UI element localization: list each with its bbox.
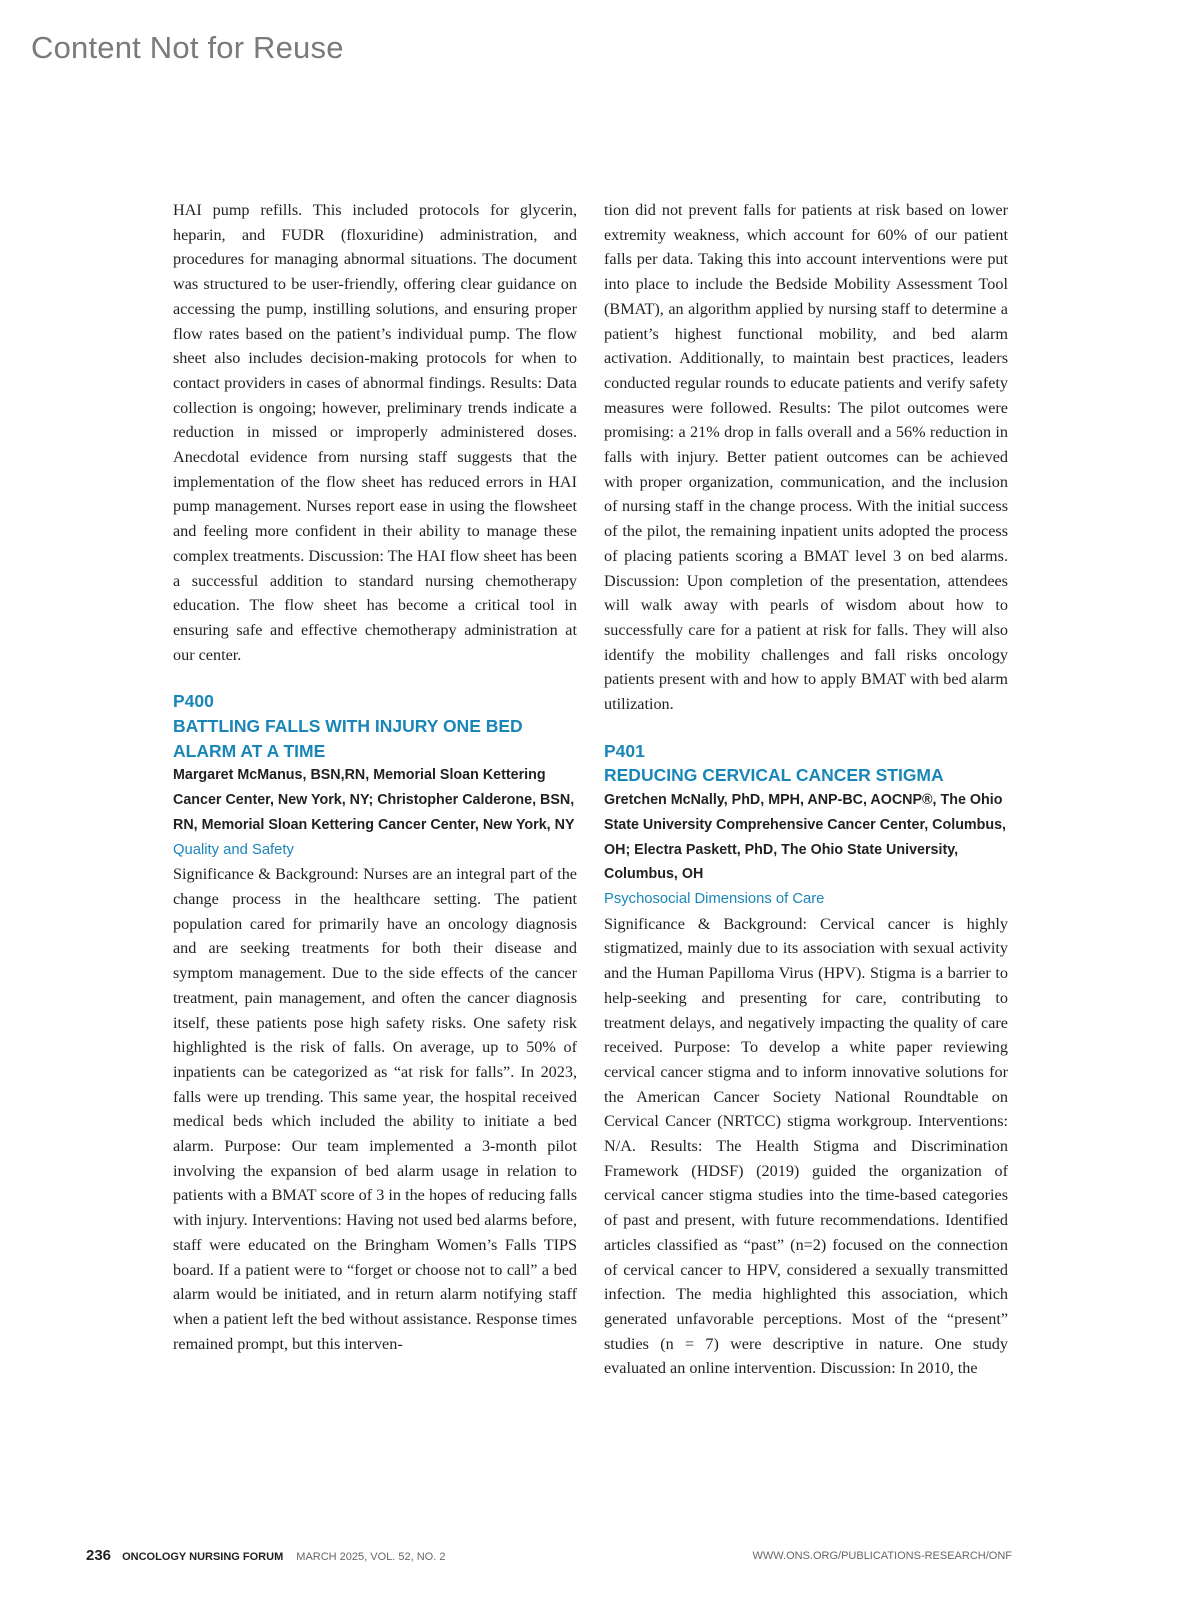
journal-name: ONCOLOGY NURSING FORUM bbox=[122, 1551, 284, 1563]
watermark: Content Not for Reuse bbox=[31, 30, 344, 65]
left-column bbox=[173, 198, 577, 1356]
page-footer bbox=[86, 1547, 1012, 1567]
issue-info: MARCH 2025, VOL. 52, NO. 2 bbox=[296, 1551, 446, 1563]
abstract-title-p400: BATTLING FALLS WITH INJURY ONE BED ALARM AT A TIME bbox=[173, 716, 523, 761]
section-spacer bbox=[173, 667, 577, 689]
abstract-body-p400-continued: tion did not prevent falls for patients at risk based on lower extremity weakness, which account for 60% of our patient falls per data. Taking this into account interventions were put into place to include the Bedside Mobility Assessment Tool (BMAT), an algorithm applied by nursing staff to determine a patient’s highest functional mobility, and bed alarm activation. Additionally, to maintain best practices, leaders conducted regular rounds to educate patients and verify safety measures were followed. Results: The pilot outcomes were promising: a 21% drop in falls overall and a 56% reduction in falls with injury. Better patient outcomes can be achieved with proper organization, communication, and the inclusion of nursing staff in the change process. With the initial success of the pilot, the remaining inpatient units adopted the process of placing patients scoring a BMAT level 3 on bed alarms. Discussion: Upon completion of the presentation, attendees will walk away with pearls of wisdom about how to successfully care for a patient at risk for falls. They will also identify the mobility challenges and fall risks oncology patients present with and how to apply BMAT with bed alarm utilization. bbox=[604, 201, 1008, 714]
right-column bbox=[604, 198, 1008, 1381]
abstract-authors-p400: Margaret McManus, BSN,RN, Memorial Sloan Kettering Cancer Center, New York, NY; Christopher Calderone, BSN, RN, Memorial Sloan Kettering Cancer Center, New York, NY bbox=[173, 767, 575, 833]
abstract-body-p400: Significance & Background: Nurses are an integral part of the change process in the healthcare setting. The patient population cared for primarily have an oncology diagnosis and are seeking treatments for both their disease and symptom management. Due to the side effects of the cancer treatment, pain management, and often the cancer diagnosis itself, these patients pose high safety risks. One safety risk highlighted is the risk of falls. On average, up to 50% of inpatients can be categorized as “at risk for falls”. In 2023, falls were up trending. This same year, the hospital received medical beds which included the ability to initiate a bed alarm. Purpose: Our team implemented a 3-month pilot involving the expansion of bed alarm usage in relation to patients with a BMAT score of 3 in the hopes of reducing falls with injury. Interventions: Having not used bed alarms before, staff were educated on the Bringham Women’s Falls TIPS board. If a patient were to “forget or choose not to call” a bed alarm would be initiated, and in return alarm notifying staff when a patient left the bed without assistance. Response times remained prompt, but this interven- bbox=[173, 865, 577, 1353]
abstract-category-p401: Psychosocial Dimensions of Care bbox=[604, 890, 825, 907]
section-spacer bbox=[604, 717, 1008, 739]
journal-url: WWW.ONS.ORG/PUBLICATIONS-RESEARCH/ONF bbox=[752, 1550, 1012, 1562]
abstract-body-p401: Significance & Background: Cervical cancer is highly stigmatized, mainly due to its association with sexual activity and the Human Papilloma Virus (HPV). Stigma is a barrier to help-seeking and presenting for care, contributing to treatment delays, and negatively impacting the quality of care received. Purpose: To develop a white paper reviewing cervical cancer stigma and to inform innovative solutions for the American Cancer Society National Roundtable on Cervical Cancer (NRTCC) stigma workgroup. Interventions: N/A. Results: The Health Stigma and Discrimination Framework (HDSF) (2019) guided the organization of cervical cancer stigma studies into the time-based categories of past and present, with future recommendations. Identified articles classified as “past” (n=2) focused on the connection of cervical cancer to HPV, considered a sexually transmitted infection. The media highlighted this association, which generated unfavorable perceptions. Most of the “present” studies (n = 7) were descriptive in nature. One study evaluated an online intervention. Discussion: In 2010, the bbox=[604, 914, 1008, 1378]
page-number: 236 bbox=[86, 1547, 112, 1564]
abstract-authors-p401: Gretchen McNally, PhD, MPH, ANP-BC, AOCNP®, The Ohio State University Comprehensive Cancer Center, Columbus, OH; Electra Paskett, PhD, The Ohio State University, Columbus, OH bbox=[604, 792, 1007, 883]
abstract-category-p400: Quality and Safety bbox=[173, 841, 294, 858]
abstract-id-p400: P400 bbox=[173, 691, 214, 712]
abstract-id-p401: P401 bbox=[604, 740, 645, 761]
continued-paragraph: HAI pump refills. This included protocols for glycerin, heparin, and FUDR (floxuridine) administration, and procedures for managing abnormal situations. The document was structured to be user-friendly, offering clear guidance on accessing the pump, instilling solutions, and ensuring proper flow rates based on the patient’s individual pump. The flow sheet also includes decision-making protocols for when to contact providers in cases of abnormal findings. Results: Data collection is ongoing; however, preliminary trends indicate a reduction in missed or improperly administered doses. Anecdotal evidence from nursing staff suggests that the implementation of the flow sheet has reduced errors in HAI pump management. Nurses report ease in using the flowsheet and feeling more confident in their ability to manage these complex treatments. Discussion: The HAI flow sheet has been a successful addition to standard nursing chemotherapy education. The flow sheet has become a critical tool in ensuring safe and effective chemotherapy administration at our center. bbox=[173, 201, 577, 664]
abstract-title-p401: REDUCING CERVICAL CANCER STIGMA bbox=[604, 765, 944, 786]
